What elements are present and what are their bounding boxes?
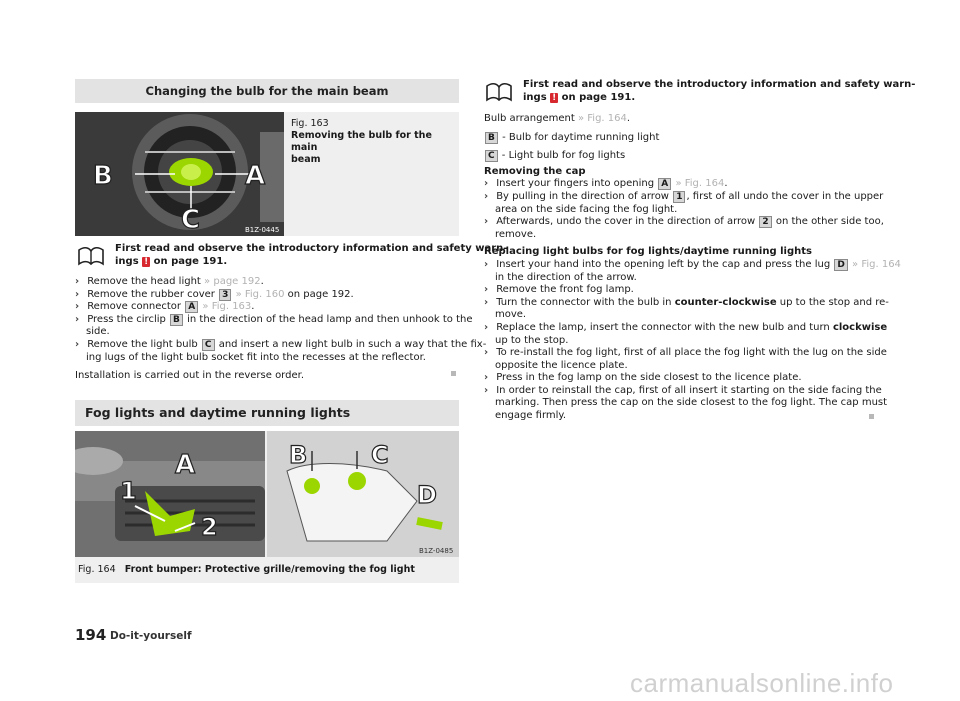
fig164-label-c: C [371,441,389,469]
fig164-image-code: B1Z-0485 [419,547,454,555]
fig163-label-c: C [181,205,201,235]
list-item: › By pulling in the direction of arrow 1 , first of all undo the cover in the upper [484,190,884,202]
list-item: › To re-install the fog light, first of all place the fog light with the lug on the side [484,347,887,359]
page-number: 194 [75,626,107,644]
main-beam-steps: › Remove the head light » page 192. › Remove the rubber cover 3 » Fig. 160 on page 192. › Remove connector A » Fig. 163. › Press the circlip B in the direction of the head lamp and then unhook to the side. › Remove the light bulb C and insert a new light bulb in such a way that the fix- ing lugs of the light bulb socket fit into the recesses at the reflector. [75,276,487,363]
figure-164-caption: Fig. 164 Front bumper: Protective grille/removing the fog light [78,564,415,575]
end-mark [451,371,456,376]
fig163-label-a: A [245,161,266,191]
warning-icon: ! [142,257,150,267]
list-item: › Remove the light bulb C and insert a new light bulb in such a way that the fix- [75,338,487,350]
warning-note-right: First read and observe the introductory information and safety warn- ings ! on page 191. [523,79,916,103]
bumper-illustration [75,431,265,557]
list-item: B - Bulb for daytime running light [484,132,876,145]
section-title-fog-lights: Fog lights and daytime running lights [75,400,459,426]
fig164-label-a: A [175,450,196,480]
figure-164-image-left [75,431,265,557]
watermark: carmanualsonline.info [630,668,894,698]
list-item: › Remove connector A » Fig. 163. [75,301,255,313]
fog-light-instructions: Bulb arrangement » Fig. 164. B - Bulb for daytime running light C - Light bulb for fog lights Removing the cap › Insert your fingers into opening A » Fig. 164. › By pulling in the direction of arrow 1 , first of all undo the cover in the upper area on the side facing the fog light. › Afterwards, undo the cover in the direction of arrow 2 on the other side too, remove. Replacing light bulbs for fog lights/daytime running lights › Insert your hand into the opening left by the cap and press the lug D » Fig. 164 in the direction of the arrow. › Remove the front fog lamp. › Turn the connector with the bulb in counter-clockwise up to the stop and re- move. › Replace the lamp, insert the connector with the new bulb and turn clockwise up to the stop. › To re-install the fog light, first of all place the fog light with the lug on the side opposite the licence plate. › Press in the fog lamp on the side closest to the licence plate. › In order to reinstall the cap, first of all insert it starting on the side facing the marking. Then press the cap on the side closest to the fog light. The cap must engage firmly. [484,113,901,422]
figure-163-image [75,112,284,236]
fig164-label-b: B [289,441,308,469]
book-icon [485,80,513,105]
footer-section-name: Do-it-yourself [110,630,192,642]
list-item: › Replace the lamp, insert the connector with the new bulb and turn clockwise [484,321,888,333]
list-item: › Afterwards, undo the cover in the direction of arrow 2 on the other side too, [484,216,884,228]
list-item: › Remove the front fog lamp. [484,284,634,296]
warning-icon: ! [550,93,558,103]
section-title-main-beam: Changing the bulb for the main beam [75,79,459,103]
fig164-label-d: D [417,481,437,509]
subheading-replacing: Replacing light bulbs for fog lights/daytime running lights [484,246,812,258]
list-item: › Turn the connector with the bulb in counter-clockwise up to the stop and re- [484,296,889,308]
book-icon [77,244,105,269]
warning-note: First read and observe the introductory information and safety warn- ings ! on page 191. [115,243,508,267]
fig164-label-2: 2 [201,513,218,541]
installation-note: Installation is carried out in the reverse order. [75,370,304,381]
list-item: › In order to reinstall the cap, first of all insert it starting on the side facing the [484,384,882,396]
fig163-label-b: B [93,161,113,191]
list-item: C - Light bulb for fog lights [484,150,876,163]
subheading-removing-cap: Removing the cap [484,165,586,177]
fig164-label-1: 1 [120,477,137,505]
end-mark [869,414,874,419]
list-item: › Insert your hand into the opening left by the cap and press the lug D » Fig. 164 [484,258,901,270]
figure-163-caption: Fig. 163 Removing the bulb for the main beam [291,118,432,165]
foglight-illustration [267,431,459,557]
list-item: › Insert your fingers into opening A » Fig. 164. [484,178,728,190]
fig163-image-code: B1Z-0445 [245,226,280,234]
headlight-illustration [75,112,284,236]
list-item: › Remove the rubber cover 3 » Fig. 160 on page 192. [75,288,354,300]
list-item: › Remove the head light » page 192. [75,276,264,287]
list-item: › Press the circlip B in the direction of the head lamp and then unhook to the [75,313,473,325]
figure-164-image-right [267,431,459,557]
list-item: › Press in the fog lamp on the side closest to the licence plate. [484,372,802,384]
